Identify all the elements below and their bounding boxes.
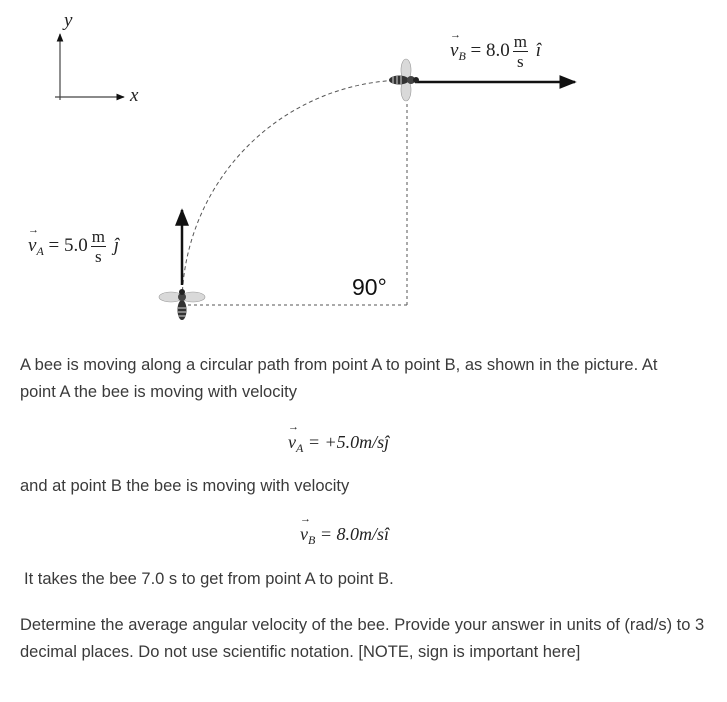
problem-intro: A bee is moving along a circular path from point A to point B, as shown in the picture. At point A the bee is moving with velocity [20, 356, 658, 401]
problem-middle: and at point B the bee is moving with velocity [20, 477, 350, 495]
angle-label: 90° [352, 274, 387, 300]
equation-velocity-b: → $v_B$ = 8.0m/sî [300, 524, 389, 548]
y-axis-label: y [64, 10, 73, 31]
x-axis-label: x [130, 85, 139, 106]
bee-a-icon [159, 289, 205, 320]
velocity-a-label: → $v_A = 5.0$ $\frac{m}{s}$ ĵ [28, 228, 119, 265]
problem-question: Determine the average angular velocity of the bee. Provide your answer in units of (rad/s) to 3 decimal places. Do not use scientific notation. [NOTE, sign is important here] [20, 616, 705, 661]
equation-velocity-a: → $v_A$ = +5.0m/sĵ [288, 432, 389, 456]
bee-b-icon [389, 59, 419, 101]
coordinate-axes [55, 34, 124, 100]
problem-time: It takes the bee 7.0 s to get from point A to point B. [24, 570, 394, 588]
circular-path-arc [182, 80, 407, 305]
velocity-b-label: → $v_B = 8.0$ $\frac{m}{s}$ î [450, 33, 541, 70]
